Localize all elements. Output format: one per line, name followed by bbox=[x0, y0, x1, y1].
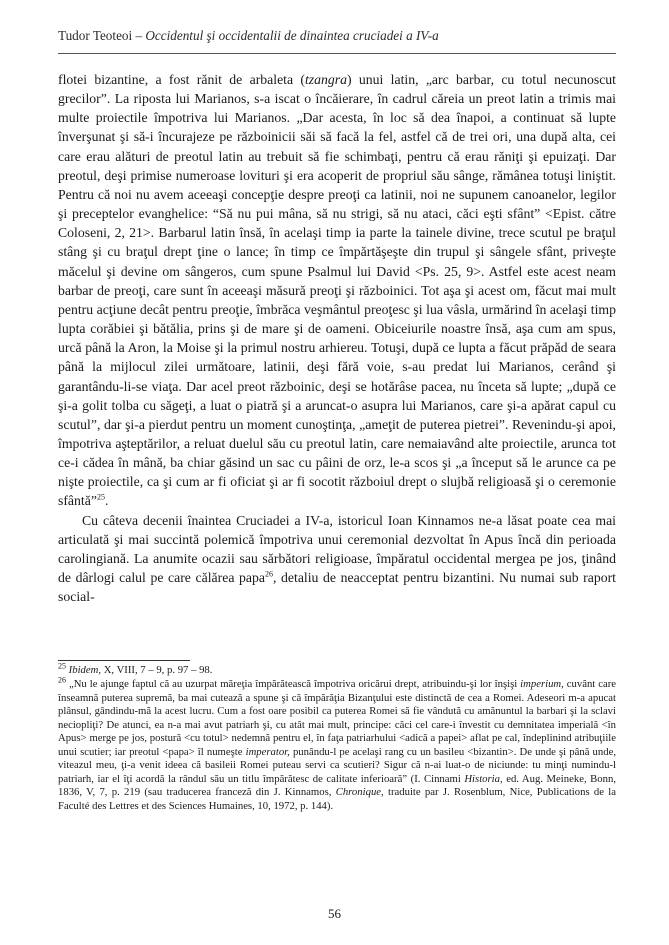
running-head-title: Occidentul şi occidentalii de dinaintea cruciadei a IV-a bbox=[145, 28, 439, 43]
paragraph-2 bbox=[58, 511, 616, 607]
footnote-italic: imperator, bbox=[245, 745, 290, 758]
running-head-author: Tudor Teoteoi – bbox=[58, 28, 146, 43]
footnote-ref-25: 25 bbox=[96, 492, 105, 502]
header-rule bbox=[58, 53, 616, 54]
footnote-italic: imperium, bbox=[520, 678, 564, 691]
body-text bbox=[58, 70, 616, 606]
footnote-text: X, VIII, 7 – 9, p. 97 – 98. bbox=[101, 664, 213, 676]
footnote-text: punându-l pe acelaşi rang cu un basileu <bizantin>. De unde şi până unde, viteazul meu, ţi-a venit ideea că basileii Romei puteau servi ca scutieri? Sigur că n-ai luat-o de niciunde: tu minţi numindu-l patriarh, iar el îţi acordă la rândul său un titlu împărătesc de calitate inferioară” (I. Cinnami bbox=[58, 745, 616, 785]
footnote-number: 25 bbox=[58, 661, 66, 671]
paragraph-text: ) unui latin, „arc barbar, cu totul necunoscut grecilor”. La riposta lui Marianos, s-a iscat o încăierare, în cadrul căreia un preot latin a trimis mai multe proiectile împotriva lui Marianos. „Dar acesta, în loc să dea înapoi, a continuat să lupte înverşunat şi să-i încurajeze pe războinicii săi să facă la fel, astfel că de trei ori, una după alta, cei care erau alături de preotul latin au trebuit să fie schimbaţi, pentru că erau răniţi şi epuizaţi. Dar preotul, deşi primise numeroase lovituri şi era acoperit de propriul său sânge, rămânea totuşi liniştit. Pentru că noi nu avem aceeaşi concepţie despre preoţi ca latinii, noi ne supunem canoanelor, legilor şi preceptelor evanghelice: “Să nu pui mâna, să nu strigi, să nu ataci, căci eşti sfânt” <Epist. către Coloseni, 2, 21>. Barbarul latin însă, în acelaşi timp ia parte la tainele divine, trece scutul pe braţul stâng şi cu braţul drept ţine o lance; în timp ce împărtăşeşte din trupul şi sângele sfânt, priveşte măcelul şi devine om sângeros, cum spune Psalmul lui David <Ps. 25, 9>. Astfel este acest neam barbar de preoţi, care sunt în aceeaşi măsură preoţi şi războinici. Tot aşa şi acest om, făcut mai mult pentru acţiune decât pentru preoţie, îmbrăca veşmântul preoţesc şi lua vâsla, urmărind în acelaşi timp lupta corăbiei şi bătălia, prins şi de mare şi de oameni. Obiceiurile noastre însă, aşa cum am spus, urcă până la Aron, la Moise şi la primul nostru arhiereu. Totuşi, după ce lupta a făcut prăpăd de seara până la mijlocul zilei următoare, latinii, deşi fără voie, s-au predat lui Marianos, cerând şi garantându-li-se viaţa. Dar acel preot războinic, deşi se hotărâse pacea, nu înceta să lupte; „după ce şi-a golit tolba cu săgeţi, a luat o piatră şi a aruncat-o asupra lui Marianos, care şi-a apărat capul cu scutul”, dar şi-a pierdut pentru un moment cunoştinţa, „ameţit de puterea pietrei”. Revenindu-şi apoi, împotriva aşteptărilor, a reluat duelul său cu preotul latin, care nemaiavând alte proiectile, arunca tot ce-i cădea în mână, ba chiar găsind un sac cu pâini de orz, le-a scos şi „a început să le arunce ca pe nişte proiectile, ca şi cum ar fi oficiat şi ar fi socotit războiul drept o slujbă religioasă şi o ceremonie sfântă” bbox=[58, 72, 616, 509]
footnote-25 bbox=[58, 661, 616, 677]
footnote-italic: Ibidem, bbox=[68, 664, 102, 676]
footnote-text: „Nu le ajunge faptul că au uzurpat măreţia împărătească împotriva oricărui drept, atribuindu-şi lor înşişi bbox=[68, 678, 521, 691]
footnote-number: 26 bbox=[58, 675, 66, 685]
footnote-rule bbox=[58, 660, 190, 661]
paragraph-text: flotei bizantine, a fost rănit de arbaleta ( bbox=[58, 72, 305, 87]
footnote-italic: Chronique, bbox=[335, 786, 384, 799]
running-head bbox=[58, 28, 618, 44]
paragraph-text: , detaliu de neacceptat pentru bizantini. Nu numai sub raport social- bbox=[58, 570, 616, 605]
footnotes bbox=[58, 661, 617, 814]
page-number: 56 bbox=[328, 906, 341, 921]
paragraph-1 bbox=[58, 70, 616, 511]
footnote-26 bbox=[58, 675, 617, 813]
footnote-italic: Historia, bbox=[464, 772, 503, 785]
italic-term: tzangra bbox=[304, 72, 348, 87]
footnote-ref-26: 26 bbox=[264, 569, 273, 579]
paragraph-text: Cu câteva decenii înaintea Cruciadei a IV-a, istoricul Ioan Kinnamos ne-a lăsat poate cea mai articulată şi mai succintă polemică împotriva unui ceremonial dezvoltat în Apus încă din perioada carolingiană. La anumite ocazii sau sărbători religioase, împăratul occidental mergea pe jos, ţinând de dârlogi calul pe care călărea papa bbox=[58, 512, 616, 586]
paragraph-text: . bbox=[104, 493, 109, 509]
footnote-text: ed. Aug. Meineke, Bonn, 1836, V, 7, p. 219 (sau traducerea franceză din J. Kinnamos, bbox=[58, 772, 616, 799]
footnote-text: traduite par J. Rosenblum, Nice, Publications de la Faculté des Lettres et des Sciences Humaines, 10, 1972, p. 144). bbox=[58, 786, 616, 812]
footnote-text: cuvânt care înseamnă puterea supremă, ba mai cutează a spune şi că împărăţia Bizanţului este distinctă de cea a Romei. Adeseori m-a apucat plânsul, gândindu-mă la acest lucru. Cum a fost oare posibil ca puterea Romei să fie vândută cu amănuntul la barbari şi la sclavi neciopliţi? De atunci, ea n-a mai avut patriarh şi, cu atât mai mult, principe: căci cel care-i învestit cu demnitatea imperială <în Apus> merge pe jos, postură <cu totul> nedemnă pentru el, în faţa patriarhului <adică a papei> aflat pe cal, îndeplinind atribuţiile unui scutier; iar preotul <papa> îl numeşte bbox=[58, 678, 617, 758]
